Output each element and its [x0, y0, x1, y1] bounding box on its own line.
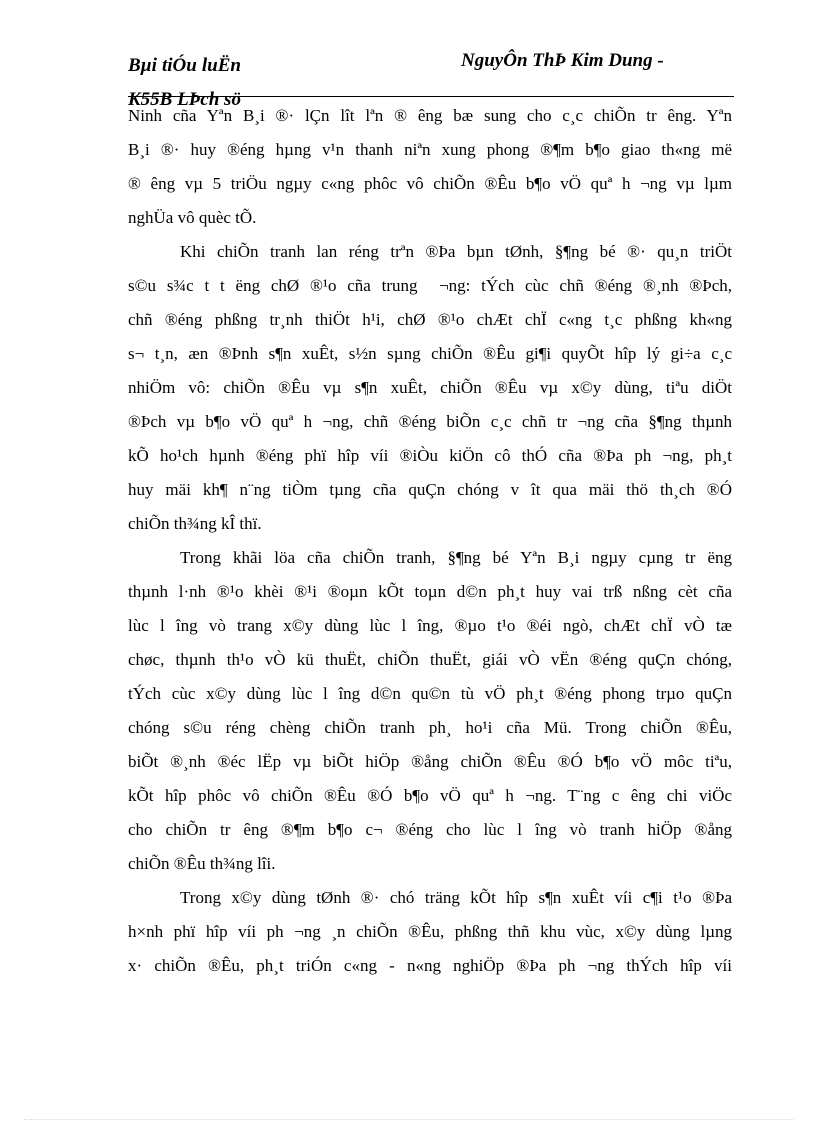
text-line: chøc, thµnh th¹o vÒ kü thuËt, chiÕn thuËt, giái vÒ vËn ®éng quÇn chóng, — [128, 650, 732, 669]
text-line: chóng s©u réng chèng chiÕn tranh ph¸ ho¹i cña Mü. Trong chiÕn ®Êu, — [128, 718, 732, 737]
text-line: chñ ®éng phßng tr¸nh thiÖt h¹i, chØ ®¹o chÆt chÏ c«ng t¸c phßng kh«ng — [128, 310, 732, 329]
text-line: h×nh phï hîp víi ph ¬ng ¸n chiÕn ®Êu, phßng thñ khu vùc, x©y dùng lµng — [128, 922, 732, 941]
text-line: lùc l îng vò trang x©y dùng lùc l îng, ®µo t¹o ®éi ngò, chÆt chÏ vÒ tæ — [128, 616, 732, 635]
text-line: kÕt hîp phôc vô chiÕn ®Êu ®Ó b¶o vÖ quª h ¬ng. T¨ng c êng chi viÖc — [128, 786, 732, 805]
text-line: Ninh cña Yªn B¸i ®· lÇn lît lªn ® êng bæ sung cho c¸c chiÕn tr êng. Yªn — [128, 106, 732, 125]
paragraph-3 — [128, 541, 732, 881]
text-line: cho chiÕn tr êng ®¶m b¶o c¬ ®éng cho lùc l îng vò tranh hiÖp ®ång — [128, 820, 732, 839]
text-line: biÕt ®¸nh ®éc lËp vµ biÕt hiÖp ®ång chiÕn ®Êu ®Ó b¶o vÖ môc tiªu, — [128, 752, 732, 771]
text-line: B¸i ®· huy ®éng hµng v¹n thanh niªn xung phong ®¶m b¶o giao th«ng më — [128, 140, 732, 159]
text-line: thµnh l·nh ®¹o khèi ®¹i ®oµn kÕt toµn d©n ph¸t huy vai trß nßng cèt cña — [128, 582, 732, 601]
body-text — [128, 99, 732, 983]
text-line: chiÕn th¾ng kÎ thï. — [128, 514, 262, 533]
header-author: NguyÔn ThÞ Kim Dung - — [461, 50, 664, 71]
paragraph-2 — [128, 235, 732, 541]
page-header — [128, 49, 734, 110]
paragraph-1 — [128, 99, 732, 235]
paragraph-4 — [128, 881, 732, 983]
text-line: ® êng vµ 5 triÖu ngµy c«ng phôc vô chiÕn ®Êu b¶o vÖ quª h ¬ng vµ lµm — [128, 174, 732, 193]
header-essay-label: Bµi tiÓu luËn — [128, 55, 241, 76]
text-line: tÝch cùc x©y dùng lùc l îng d©n qu©n tù vÖ ph¸t ®éng phong trµo quÇn — [128, 684, 732, 703]
text-line: chiÕn ®Êu th¾ng lîi. — [128, 854, 276, 873]
text-line: nghÜa vô quèc tÕ. — [128, 208, 257, 227]
text-line: huy mäi kh¶ n¨ng tiÒm tµng cña quÇn chóng v ît qua mäi thö th¸ch ®Ó — [128, 480, 732, 499]
text-line: Khi chiÕn tranh lan réng trªn ®Þa bµn tØnh, §¶ng bé ®· qu¸n triÖt — [180, 242, 732, 261]
text-line: Trong x©y dùng tØnh ®· chó träng kÕt hîp s¶n xuÊt víi c¶i t¹o ®Þa — [180, 888, 732, 907]
text-line: ®Þch vµ b¶o vÖ quª h ¬ng, chñ ®éng biÕn c¸c chñ tr ¬ng cña §¶ng thµnh — [128, 412, 732, 431]
header-rule — [128, 96, 734, 97]
page-bottom-border — [24, 1119, 794, 1120]
text-line: s¬ t¸n, æn ®Þnh s¶n xuÊt, s½n sµng chiÕn ®Êu gi¶i quyÕt hîp lý gi÷a c¸c — [128, 344, 732, 363]
text-line: s©u s¾c t t ëng chØ ®¹o cña trung ¬ng: tÝch cùc chñ ®éng ®¸nh ®Þch, — [128, 276, 732, 295]
header-class-label: K55B LÞch sö — [128, 89, 241, 110]
text-line: x· chiÕn ®Êu, ph¸t triÓn c«ng - n«ng nghiÖp ®Þa ph ¬ng thÝch hîp víi — [128, 956, 732, 975]
text-line: kÕ ho¹ch hµnh ®éng phï hîp víi ®iÒu kiÖn cô thÓ cña ®Þa ph ¬ng, ph¸t — [128, 446, 732, 465]
text-line: nhiÖm vô: chiÕn ®Êu vµ s¶n xuÊt, chiÕn ®Êu vµ x©y dùng, tiªu diÖt — [128, 378, 732, 397]
text-line: Trong khãi löa cña chiÕn tranh, §¶ng bé Yªn B¸i ngµy cµng tr ëng — [180, 548, 732, 567]
